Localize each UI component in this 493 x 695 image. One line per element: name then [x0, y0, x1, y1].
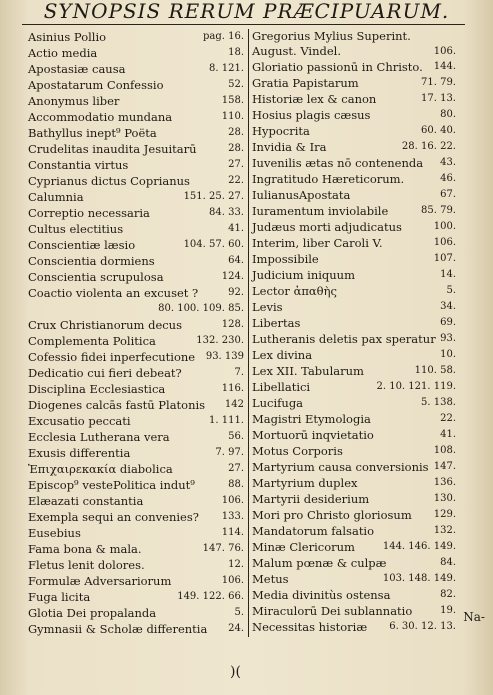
index-entry [250, 587, 458, 603]
entry-page-refs: 129. [433, 509, 456, 520]
entry-page-refs: 144. [433, 61, 456, 72]
entry-page-refs: 28. 16. 22. [401, 141, 456, 152]
entry-term: Asinius Pollio [28, 30, 107, 44]
entry-page-refs: 69. [440, 317, 456, 328]
entry-term: Motus Corporis [252, 444, 343, 458]
entry-term: Lucifuga [252, 396, 304, 410]
entry-page-refs: 132. [433, 525, 456, 536]
index-entry [26, 253, 246, 269]
index-entry [26, 557, 246, 573]
entry-page-refs: 128. [221, 319, 244, 330]
entry-term: Crux Christianorum decus [28, 318, 182, 332]
index-entry [26, 413, 246, 429]
entry-page-refs: 100. [433, 221, 456, 232]
entry-page-refs: 85. 79. [421, 205, 456, 216]
entry-term: Calumnia [28, 190, 84, 204]
index-entry [250, 139, 458, 155]
index-entry [26, 589, 246, 605]
entry-page-refs: 82. [440, 589, 456, 600]
index-entry [250, 187, 458, 203]
entry-page-refs: 80. [440, 109, 456, 120]
index-entry [250, 395, 458, 411]
index-entry [250, 59, 458, 75]
index-entry [250, 299, 458, 315]
entry-page-refs: 43. [440, 157, 456, 168]
index-entry [250, 29, 458, 59]
entry-term: Gratia Papistarum [252, 76, 359, 90]
index-entry [26, 349, 246, 365]
entry-page-refs: 124. [221, 271, 244, 282]
entry-term: Historiæ lex & canon [252, 92, 377, 106]
entry-term: Apostasiæ causa [28, 62, 126, 76]
entry-page-refs: 6. 30. 12. 13. [389, 621, 456, 632]
index-entry [250, 267, 458, 283]
index-entry [250, 331, 458, 347]
entry-page-refs: 28. [228, 143, 244, 154]
entry-page-refs: 27. [228, 463, 244, 474]
entry-page-refs: 106. [433, 46, 456, 57]
entry-term: Cofessio fidei inperfecutione [28, 350, 196, 364]
left-column [26, 29, 246, 637]
entry-term: Correptio necessaria [28, 206, 150, 220]
entry-term: Mandatorum falsatio [252, 524, 375, 538]
entry-page-refs: 80. 100. 109. 85. [158, 303, 244, 314]
entry-term: Martyrium duplex [252, 476, 358, 490]
entry-term: Lex divina [252, 348, 313, 362]
entry-page-refs: 104. 57. 60. [183, 239, 244, 250]
entry-page-refs: 110. [221, 111, 244, 122]
index-entry [250, 523, 458, 539]
index-entry [250, 315, 458, 331]
index-entry [26, 125, 246, 141]
entry-term: Bathyllus inept⁹ Poëta [28, 126, 157, 140]
entry-term: Mori pro Christo gloriosum [252, 508, 412, 522]
index-entry [250, 411, 458, 427]
index-entry [250, 539, 458, 555]
entry-term: Complementa Politica [28, 334, 156, 348]
index-entry [26, 493, 246, 509]
entry-page-refs: 130. [433, 493, 456, 504]
entry-term: Elæazati constantia [28, 494, 144, 508]
index-entry [26, 189, 246, 205]
index-entry [26, 541, 246, 557]
entry-term: Conscientia dormiens [28, 254, 155, 268]
entry-term: Mortuorū inqvietatio [252, 428, 374, 442]
index-entry [250, 571, 458, 587]
index-entry [250, 91, 458, 107]
entry-page-refs: 106. [221, 495, 244, 506]
entry-term: Apostatarum Confessio [28, 78, 164, 92]
entry-page-refs: 158. [221, 95, 244, 106]
index-entry [250, 283, 458, 299]
index-table [26, 29, 458, 637]
index-entry [26, 445, 246, 461]
entry-term: Episcop⁹ vestePolitica indut⁹ [28, 478, 195, 492]
index-entry [26, 317, 246, 333]
entry-page-refs: 41. [228, 223, 244, 234]
entry-term: Fletus lenit dolores. [28, 558, 145, 572]
entry-term: Accommodatio mundana [28, 110, 173, 124]
entry-page-refs: 7. 97. [215, 447, 244, 458]
entry-term: Crudelitas inaudita Jesuitarū [28, 142, 197, 156]
entry-page-refs: 136. [433, 477, 456, 488]
index-entry [26, 509, 246, 525]
index-entry [26, 301, 246, 317]
entry-term: Malum pœnæ & culpæ [252, 556, 387, 570]
index-entry [26, 205, 246, 221]
entry-page-refs: 41. [440, 429, 456, 440]
entry-page-refs: 10. [440, 349, 456, 360]
entry-term: Media divinitùs ostensa [252, 588, 391, 602]
entry-term: Interim, liber Caroli V. [252, 236, 383, 250]
entry-page-refs: 144. 146. 149. [382, 541, 456, 552]
entry-term: Miraculorū Dei sublannatio [252, 604, 413, 618]
entry-term: Impossibile [252, 252, 319, 266]
index-entry [250, 75, 458, 91]
entry-page-refs: 12. [228, 559, 244, 570]
index-entry [250, 379, 458, 395]
entry-term: Exusis differentia [28, 446, 131, 460]
index-entry [26, 621, 246, 637]
index-entry [250, 123, 458, 139]
index-entry [250, 363, 458, 379]
entry-page-refs: 19. [440, 605, 456, 616]
entry-page-refs: 7. [234, 367, 244, 378]
index-entry [250, 603, 458, 619]
index-entry [26, 173, 246, 189]
index-entry [26, 333, 246, 349]
index-entry [26, 157, 246, 173]
entry-term: Iuramentum inviolabile [252, 204, 389, 218]
entry-page-refs: 1. 111. [209, 415, 244, 426]
entry-term: Dedicatio cui fieri debeat? [28, 366, 182, 380]
entry-term: Coactio violenta an excuset ? [28, 286, 199, 300]
entry-page-refs: 17. 13. [421, 93, 456, 104]
entry-page-refs: 142 [224, 399, 244, 410]
index-entry [26, 573, 246, 589]
entry-term: Glotia Dei propalanda [28, 606, 157, 620]
entry-page-refs: 92. [228, 287, 244, 298]
entry-term: Lex XII. Tabularum [252, 364, 364, 378]
entry-term: Fama bona & mala. [28, 542, 142, 556]
entry-term: Lutheranis deletis pax speratur [252, 332, 436, 346]
index-entry [250, 619, 458, 635]
entry-term: Constantia virtus [28, 158, 129, 172]
entry-term: Martyrium causa conversionis [252, 460, 429, 474]
index-entry [26, 477, 246, 493]
entry-term: Disciplina Ecclesiastica [28, 382, 166, 396]
entry-page-refs: 56. [228, 431, 244, 442]
index-entry [250, 203, 458, 219]
index-entry [250, 507, 458, 523]
index-entry [26, 381, 246, 397]
index-entry [250, 171, 458, 187]
entry-term: Anonymus liber [28, 94, 120, 108]
entry-term: Gregorius Mylius Superint. August. Vindel. [252, 29, 411, 58]
entry-page-refs: 147. [433, 461, 456, 472]
index-entry [250, 443, 458, 459]
entry-term: Gymnasii & Scholæ differentia [28, 622, 208, 636]
entry-page-refs: 67. [440, 189, 456, 200]
entry-page-refs: 34. [440, 301, 456, 312]
entry-term: Necessitas historiæ [252, 620, 368, 634]
index-entry [250, 219, 458, 235]
entry-page-refs: 114. [221, 527, 244, 538]
index-entry [26, 29, 246, 45]
entry-page-refs: 93. 139 [205, 351, 244, 362]
entry-page-refs: 22. [228, 175, 244, 186]
entry-term: Metus [252, 572, 289, 586]
entry-page-refs: 18. [228, 47, 244, 58]
index-entry [250, 555, 458, 571]
entry-page-refs: 133. [221, 511, 244, 522]
entry-page-refs: 108. [433, 445, 456, 456]
entry-page-refs: 84. 33. [209, 207, 244, 218]
entry-term: Hosius plagis cæsus [252, 108, 371, 122]
index-entry [26, 461, 246, 477]
index-entry [26, 365, 246, 381]
index-entry [26, 429, 246, 445]
entry-page-refs: 110. 58. [414, 365, 456, 376]
index-entry [250, 347, 458, 363]
index-entry [26, 605, 246, 621]
entry-page-refs: 106. [221, 575, 244, 586]
entry-term: Judicium iniquum [252, 268, 355, 282]
index-entry [26, 397, 246, 413]
index-entry [250, 107, 458, 123]
entry-page-refs: 2. 10. 121. 119. [376, 381, 456, 392]
entry-page-refs: 103. 148. 149. [382, 573, 456, 584]
entry-page-refs: 5. [234, 607, 244, 618]
right-column [250, 29, 458, 635]
entry-page-refs: 14. [440, 269, 456, 280]
entry-page-refs: 71. 79. [421, 77, 456, 88]
entry-term: Libellatici [252, 380, 311, 394]
entry-term: Iuvenilis ætas nō contenenda [252, 156, 424, 170]
entry-term: Levis [252, 300, 283, 314]
entry-page-refs: pag. 16. [202, 31, 244, 42]
entry-page-refs: 46. [440, 173, 456, 184]
header-rule [22, 24, 465, 25]
entry-term: Minæ Clericorum [252, 540, 355, 554]
entry-page-refs: 151. 25. 27. [183, 191, 244, 202]
entry-term: Formulæ Adversariorum [28, 574, 172, 588]
index-entry [250, 155, 458, 171]
entry-term: Fuga licita [28, 590, 91, 604]
entry-page-refs: 132. 230. [196, 335, 244, 346]
entry-page-refs: 22. [440, 413, 456, 424]
entry-term: Hypocrita [252, 124, 310, 138]
entry-page-refs: 88. [228, 479, 244, 490]
entry-term: Exempla sequi an convenies? [28, 510, 199, 524]
index-entry [250, 475, 458, 491]
entry-term: Gloriatio passionū in Christo. [252, 60, 423, 74]
entry-term: Judæus morti adjudicatus [252, 220, 402, 234]
entry-term: Cultus electitius [28, 222, 124, 236]
entry-page-refs: 24. [228, 623, 244, 634]
catchword: Na- [463, 610, 485, 624]
entry-page-refs: 8. 121. [209, 63, 244, 74]
index-entry [26, 221, 246, 237]
entry-page-refs: 5. [446, 285, 456, 296]
index-entry [26, 237, 246, 253]
entry-page-refs: 107. [433, 253, 456, 264]
entry-term: Ingratitudo Hæreticorum. [252, 172, 405, 186]
index-entry [250, 235, 458, 251]
entry-page-refs: 5. 138. [421, 397, 456, 408]
index-entry [250, 491, 458, 507]
index-entry [26, 109, 246, 125]
entry-term: Conscientiæ læsio [28, 238, 136, 252]
index-entry [26, 77, 246, 93]
entry-term: Diogenes calcās fastū Platonis [28, 398, 206, 412]
index-entry [26, 61, 246, 77]
entry-term: IulianusApostata [252, 188, 351, 202]
entry-page-refs: 28. [228, 127, 244, 138]
index-entry [26, 93, 246, 109]
entry-page-refs: 106. [433, 237, 456, 248]
index-entry [26, 45, 246, 61]
entry-page-refs: 64. [228, 255, 244, 266]
index-entry [26, 285, 246, 301]
entry-page-refs: 147. 76. [202, 543, 244, 554]
entry-term: Invidia & Ira [252, 140, 327, 154]
index-entry [26, 525, 246, 541]
entry-page-refs: 52. [228, 79, 244, 90]
index-entry [26, 269, 246, 285]
index-entry [250, 427, 458, 443]
entry-term: Eusebius [28, 526, 81, 540]
entry-page-refs: 149. 122. 66. [177, 591, 244, 602]
entry-page-refs: 60. 40. [421, 125, 456, 136]
entry-term: Excusatio peccati [28, 414, 131, 428]
index-entry [26, 141, 246, 157]
column-divider [248, 29, 249, 637]
entry-term: Martyrii desiderium [252, 492, 370, 506]
entry-term: Libertas [252, 316, 301, 330]
entry-page-refs: 93. [440, 333, 456, 344]
entry-page-refs: 116. [221, 383, 244, 394]
entry-term: Cyprianus dictus Coprianus [28, 174, 190, 188]
entry-page-refs: 84. [440, 557, 456, 568]
entry-term: Magistri Etymologia [252, 412, 371, 426]
entry-term: Actio media [28, 46, 98, 60]
index-entry [250, 251, 458, 267]
entry-page-refs: 27. [228, 159, 244, 170]
index-entry [250, 459, 458, 475]
page-title: SYNOPSIS RERUM PRÆCIPUARUM. [43, 0, 450, 23]
signature-mark: )( [230, 664, 241, 680]
entry-term: Ecclesia Lutherana vera [28, 430, 170, 444]
entry-term: Lector ἀπαθὴς [252, 284, 337, 298]
entry-term: Conscientia scrupulosa [28, 270, 164, 284]
entry-term: Ἐπιχαιρεκακία diabolica [28, 462, 173, 476]
